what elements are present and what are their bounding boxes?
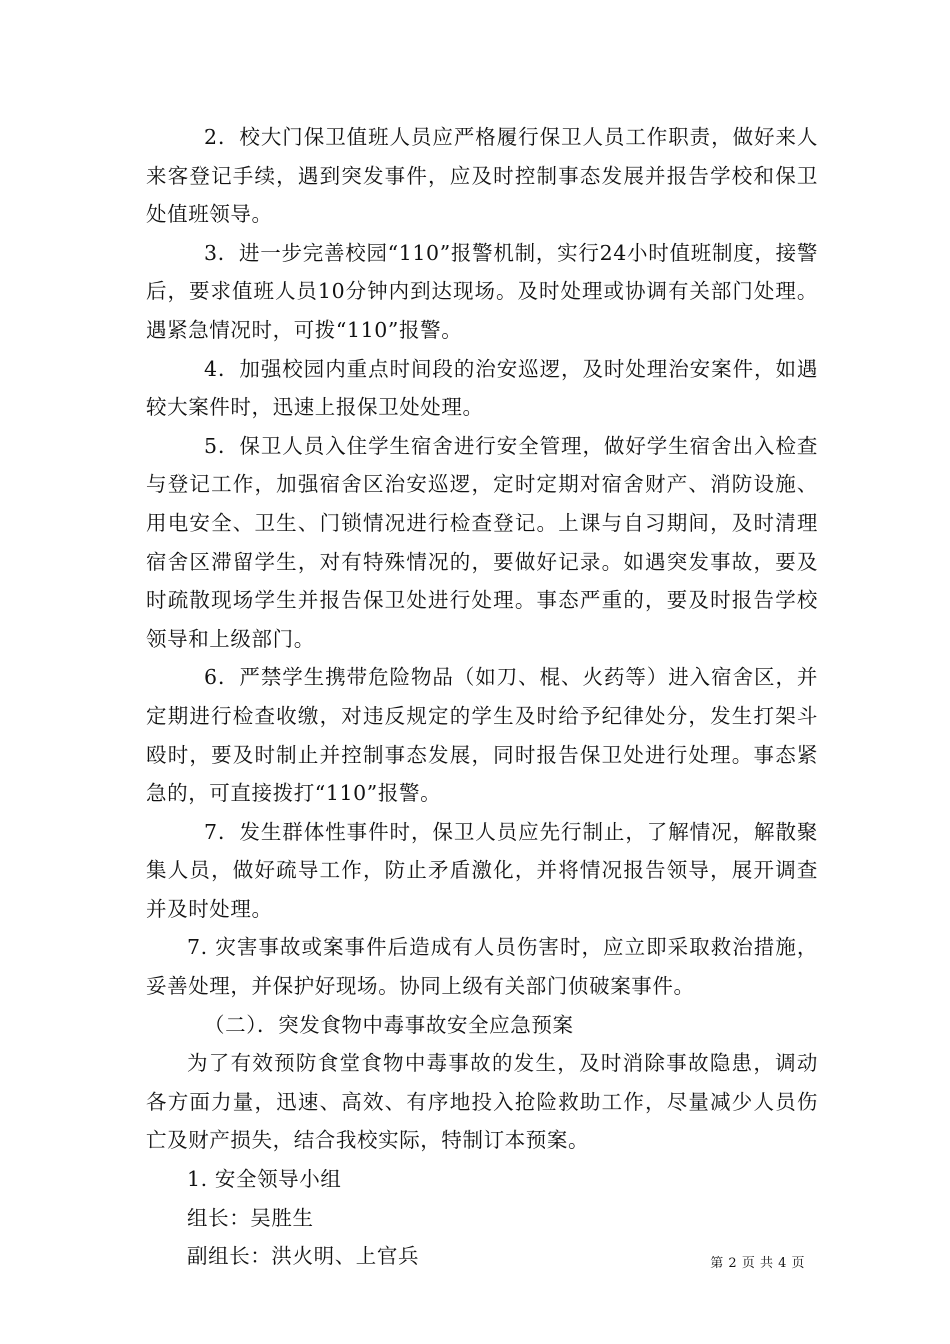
paragraph-intro: 为了有效预防食堂食物中毒事故的发生，及时消除事故隐患，调动各方面力量，迅速、高效、有序地投入抢险救助工作，尽量减少人员伤亡及财产损失，结合我校实际，特制订本预案。 <box>146 1051 818 1153</box>
paragraph-item-7: 7．发生群体性事件时，保卫人员应先行制止，了解情况，解散聚集人员，做好疏导工作，防止矛盾激化，并将情况报告领导，展开调查并及时处理。 <box>146 819 818 921</box>
paragraph-item-4: 4．加强校园内重点时间段的治安巡逻，及时处理治安案件，如遇较大案件时，迅速上报保卫处处理。 <box>146 356 818 420</box>
section-heading: （二）．突发食物中毒事故安全应急预案 <box>204 1012 574 1037</box>
paragraph-item-7b: 7. 灾害事故或案事件后造成有人员伤害时，应立即采取救治措施，妥善处理，并保护好现场。协同上级有关部门侦破案事件。 <box>146 935 818 999</box>
subsection-heading: 1. 安全领导小组 <box>187 1167 342 1192</box>
paragraph-item-6: 6．严禁学生携带危险物品（如刀、棍、火药等）进入宿舍区，并定期进行检查收缴，对违反规定的学生及时给予纪律处分，发生打架斗殴时，要及时制止并控制事态发展，同时报告保卫处进行处理。事态紧急的，可直接拨打“110”报警。 <box>146 665 818 806</box>
page-number-footer: 第 2 页 共 4 页 <box>710 1256 805 1271</box>
paragraph-item-2: 2．校大门保卫值班人员应严格履行保卫人员工作职责，做好来人来客登记手续，遇到突发事件，应及时控制事态发展并报告学校和保卫处值班领导。 <box>146 125 818 227</box>
paragraph-item-3: 3．进一步完善校园“110”报警机制，实行24小时值班制度，接警后，要求值班人员10分钟内到达现场。及时处理或协调有关部门处理。遇紧急情况时，可拨“110”报警。 <box>146 240 818 342</box>
leader-line: 组长：吴胜生 <box>187 1205 314 1230</box>
deputy-leader-line: 副组长：洪火明、上官兵 <box>187 1244 420 1269</box>
paragraph-item-5: 5．保卫人员入住学生宿舍进行安全管理，做好学生宿舍出入检查与登记工作，加强宿舍区治安巡逻，定时定期对宿舍财产、消防设施、用电安全、卫生、门锁情况进行检查登记。上课与自习期间，及时清理宿舍区滞留学生，对有特殊情况的，要做好记录。如遇突发事故，要及时疏散现场学生并报告保卫处进行处理。事态严重的，要及时报告学校领导和上级部门。 <box>146 433 818 651</box>
document-body <box>146 118 818 1276</box>
